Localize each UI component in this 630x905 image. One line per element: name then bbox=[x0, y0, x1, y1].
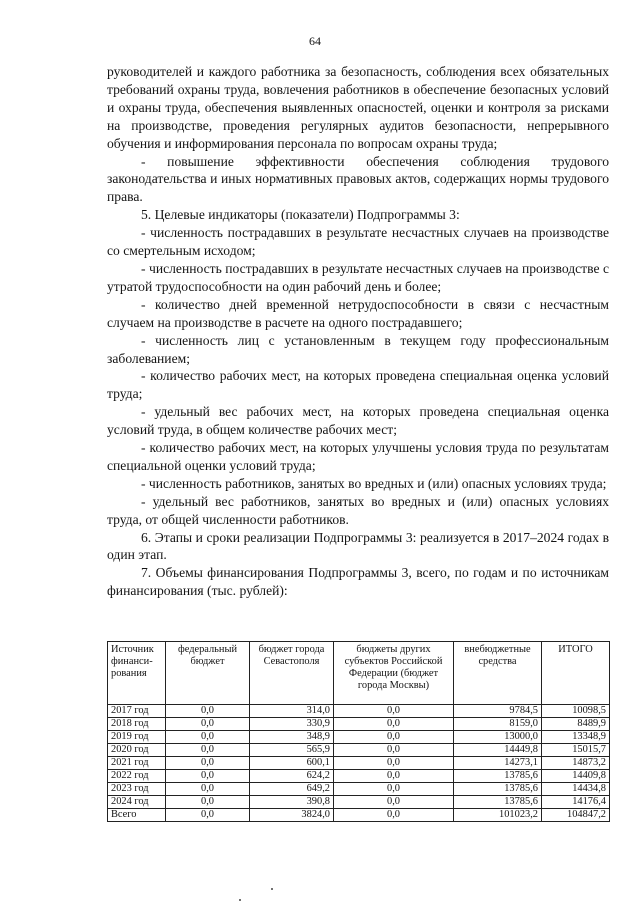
table-cell: 8159,0 bbox=[454, 718, 542, 731]
table-cell: 2022 год bbox=[108, 770, 166, 783]
table-cell: 2023 год bbox=[108, 783, 166, 796]
table-cell: 14176,4 bbox=[542, 796, 610, 809]
table-cell: 0,0 bbox=[334, 744, 454, 757]
table-row bbox=[108, 731, 610, 744]
body-paragraph: - количество дней временной нетрудоспособности в связи с несчастным случаем на производстве в расчете на одного пострадавшего; bbox=[107, 296, 609, 330]
table-cell: 15015,7 bbox=[542, 744, 610, 757]
body-text bbox=[107, 63, 609, 600]
scan-speck bbox=[239, 899, 241, 901]
table-header-cell: Источник финанси-рования bbox=[108, 642, 166, 705]
table-cell: 348,9 bbox=[250, 731, 334, 744]
table-cell: 2019 год bbox=[108, 731, 166, 744]
table-row bbox=[108, 744, 610, 757]
financing-table bbox=[107, 641, 610, 822]
table-cell: 0,0 bbox=[334, 718, 454, 731]
body-paragraph: - количество рабочих мест, на которых проведена специальная оценка условий труда; bbox=[107, 368, 609, 402]
table-row bbox=[108, 809, 610, 822]
table-cell: 0,0 bbox=[334, 796, 454, 809]
body-paragraph: 6. Этапы и сроки реализации Подпрограммы 3: реализуется в 2017–2024 годах в один этап. bbox=[107, 529, 609, 563]
table-cell: 13785,6 bbox=[454, 770, 542, 783]
table-cell: 14434,8 bbox=[542, 783, 610, 796]
table-cell: 13785,6 bbox=[454, 783, 542, 796]
table-cell: 2024 год bbox=[108, 796, 166, 809]
table-cell: 2021 год bbox=[108, 757, 166, 770]
scan-speck bbox=[271, 888, 273, 890]
table-cell: 0,0 bbox=[334, 770, 454, 783]
table-cell: 0,0 bbox=[334, 705, 454, 718]
table-cell: 649,2 bbox=[250, 783, 334, 796]
body-paragraph: руководителей и каждого работника за безопасность, соблюдения всех обязательных требований охраны труда, вовлечения работников в обеспечение безопасных условий и охраны труда, обеспечения выявленных опасностей, оценки и контроля за рисками на производстве, проведения регулярных аудитов безопасности, непрерывного обучения и информирования персонала по вопросам охраны труда; bbox=[107, 64, 609, 151]
body-paragraph: - численность работников, занятых во вредных и (или) опасных условиях труда; bbox=[141, 475, 607, 491]
body-paragraph: - количество рабочих мест, на которых улучшены условия труда по результатам специальной оценки условий труда; bbox=[107, 440, 609, 473]
table-cell: 9784,5 bbox=[454, 705, 542, 718]
table-header-cell: внебюджетные средства bbox=[454, 642, 542, 705]
table-cell: 2017 год bbox=[108, 705, 166, 718]
page-number: 64 bbox=[309, 34, 321, 48]
table-cell: Всего bbox=[108, 809, 166, 822]
table-cell: 624,2 bbox=[250, 770, 334, 783]
table-cell: 0,0 bbox=[166, 744, 250, 757]
table-row bbox=[108, 783, 610, 796]
table-cell: 0,0 bbox=[166, 731, 250, 744]
table-cell: 8489,9 bbox=[542, 718, 610, 731]
table-row bbox=[108, 705, 610, 718]
table-cell: 0,0 bbox=[166, 783, 250, 796]
table-cell: 0,0 bbox=[334, 757, 454, 770]
table-cell: 14273,1 bbox=[454, 757, 542, 770]
table-cell: 0,0 bbox=[334, 809, 454, 822]
table-cell: 10098,5 bbox=[542, 705, 610, 718]
table-header-cell: ИТОГО bbox=[542, 642, 610, 705]
table-row bbox=[108, 770, 610, 783]
table-cell: 14409,8 bbox=[542, 770, 610, 783]
table-cell: 13785,6 bbox=[454, 796, 542, 809]
table-cell: 0,0 bbox=[166, 770, 250, 783]
table-cell: 2018 год bbox=[108, 718, 166, 731]
table-header-row bbox=[108, 642, 610, 705]
table-cell: 0,0 bbox=[166, 757, 250, 770]
body-paragraph: - численность лиц с установленным в текущем году профессиональным заболеванием; bbox=[107, 332, 609, 366]
table-cell: 0,0 bbox=[334, 731, 454, 744]
table-cell: 101023,2 bbox=[454, 809, 542, 822]
body-paragraph: - численность пострадавших в результате несчастных случаев на производстве с утратой трудоспособности на один рабочий день и более; bbox=[107, 260, 609, 294]
table-header-cell: федеральный бюджет bbox=[166, 642, 250, 705]
table-cell: 0,0 bbox=[166, 718, 250, 731]
body-paragraph: - повышение эффективности обеспечения соблюдения трудового законодательства и иных нормативных правовых актов, содержащих нормы трудового права. bbox=[107, 153, 609, 205]
table-cell: 565,9 bbox=[250, 744, 334, 757]
body-paragraph: 7. Объемы финансирования Подпрограммы 3, всего, по годам и по источникам финансирования (тыс. рублей): bbox=[107, 565, 609, 599]
table-cell: 3824,0 bbox=[250, 809, 334, 822]
table-cell: 390,8 bbox=[250, 796, 334, 809]
table-cell: 330,9 bbox=[250, 718, 334, 731]
table-row bbox=[108, 757, 610, 770]
table-cell: 0,0 bbox=[166, 796, 250, 809]
table-cell: 600,1 bbox=[250, 757, 334, 770]
body-paragraph: 5. Целевые индикаторы (показатели) Подпрограммы 3: bbox=[141, 207, 460, 223]
table-cell: 13000,0 bbox=[454, 731, 542, 744]
table-cell: 0,0 bbox=[166, 809, 250, 822]
table-cell: 14449,8 bbox=[454, 744, 542, 757]
table-header-cell: бюджет города Севастополя bbox=[250, 642, 334, 705]
table-row bbox=[108, 796, 610, 809]
table-cell: 0,0 bbox=[334, 783, 454, 796]
table-cell: 13348,9 bbox=[542, 731, 610, 744]
body-paragraph: - удельный вес рабочих мест, на которых проведена специальная оценка условий труда, в общем количестве рабочих мест; bbox=[107, 404, 609, 438]
table-cell: 2020 год bbox=[108, 744, 166, 757]
table-header-cell: бюджеты других субъектов Российской Федерации (бюджет города Москвы) bbox=[334, 642, 454, 705]
table-row bbox=[108, 718, 610, 731]
table-cell: 314,0 bbox=[250, 705, 334, 718]
body-paragraph: - удельный вес работников, занятых во вредных и (или) опасных условиях труда, от общей численности работников. bbox=[107, 493, 609, 527]
body-paragraph: - численность пострадавших в результате несчастных случаев на производстве со смертельным исходом; bbox=[107, 225, 609, 259]
table-cell: 14873,2 bbox=[542, 757, 610, 770]
table-cell: 104847,2 bbox=[542, 809, 610, 822]
table-cell: 0,0 bbox=[166, 705, 250, 718]
